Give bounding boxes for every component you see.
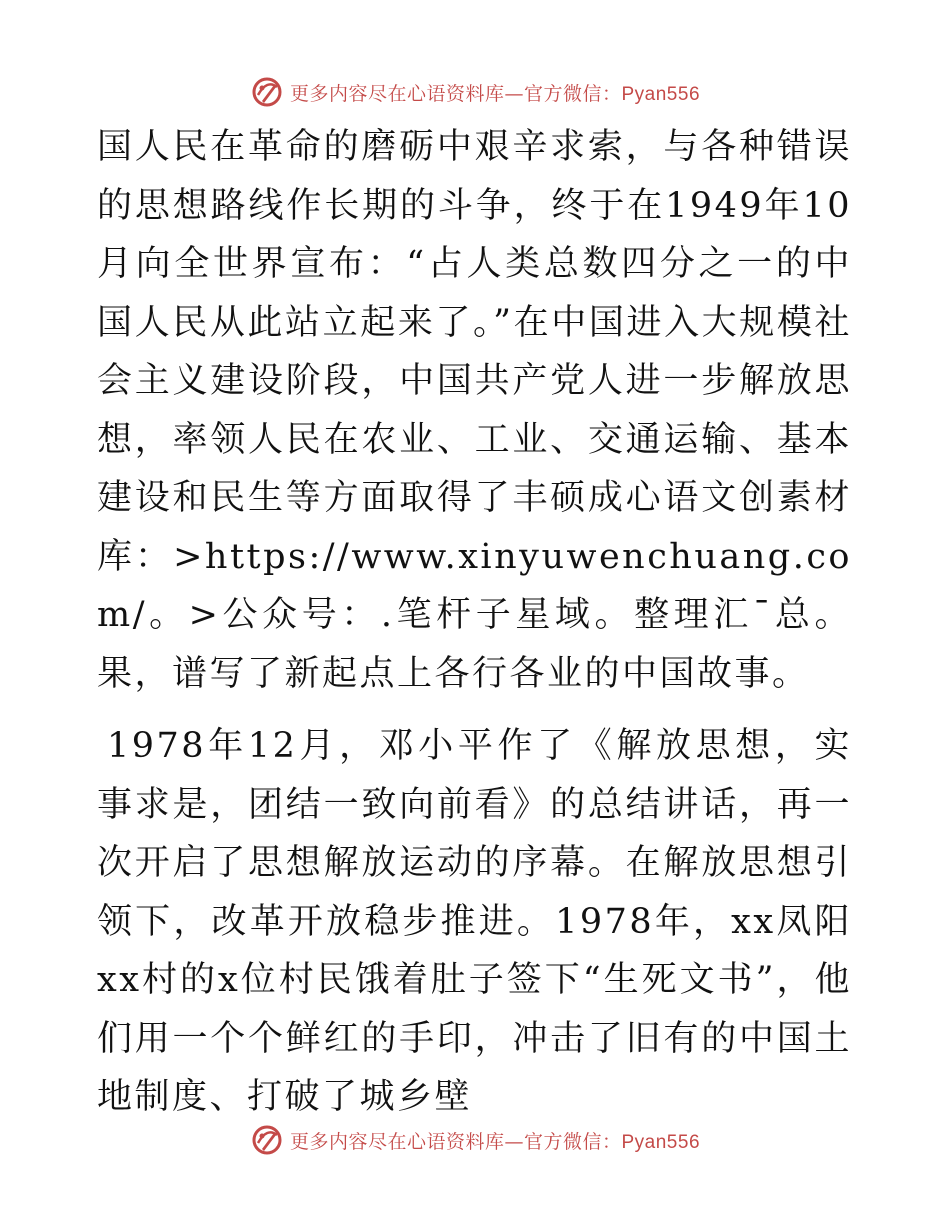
footer-dash: — — [504, 1130, 524, 1153]
footer-banner-text — [290, 1127, 700, 1154]
paragraph-1: 国人民在革命的磨砺中艰辛求索，与各种错误的思想路线作长期的斗争，终于在1949年10月向全世界宣布：“占人类总数四分之一的中国人民从此站立起来了。”在中国进入大规模社会主义建设阶段，中国共产党人进一步解放思想，率领人民在农业、工业、交通运输、基本建设和民生等方面取得了丰硕成心语文创素材库：>https://www.xinyuwenchuang.com/。>公众号：.笔杆子星域。整理汇¯总。果，谱写了新起点上各行各业的中国故事。 — [97, 127, 852, 694]
header-banner-text — [290, 79, 700, 106]
footer-official-label: 官方微信： — [523, 1130, 622, 1153]
header-dash: — — [504, 82, 524, 105]
header-banner — [0, 72, 950, 112]
paragraph-2: 1978年12月，邓小平作了《解放思想，实事求是，团结一致向前看》的总结讲话，再一次开启了思想解放运动的序幕。在解放思想引领下，改革开放稳步推进。1978年，xx凤阳xx村的x位村民饿着肚子签下“生死文书”，他们用一个个鲜红的手印，冲击了旧有的中国土地制度、打破了城乡壁 — [97, 726, 852, 1117]
swirl-pen-logo-icon — [250, 1123, 284, 1157]
footer-banner — [0, 1120, 950, 1160]
footer-wechat-id: Pyan556 — [621, 1131, 701, 1153]
document-body — [97, 118, 852, 1127]
header-site-text: 更多内容尽在心语资料库 — [289, 82, 505, 105]
header-official-label: 官方微信： — [523, 82, 622, 105]
swirl-pen-logo-icon — [250, 75, 284, 109]
header-wechat-id: Pyan556 — [621, 83, 701, 105]
footer-site-text: 更多内容尽在心语资料库 — [289, 1130, 505, 1153]
